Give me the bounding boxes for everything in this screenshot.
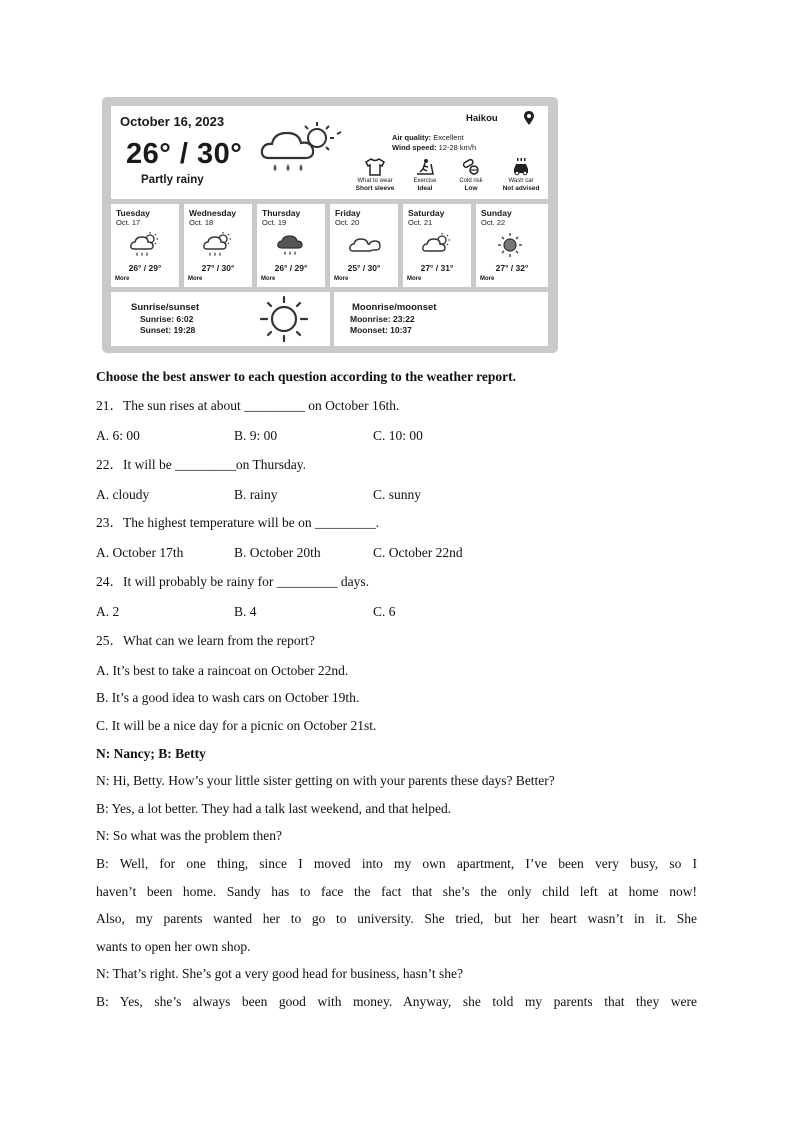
today-temperature: 26° / 30° [126,138,243,170]
question-22: 22．It will be _________on Thursday. [96,457,306,472]
forecast-date: Oct. 19 [262,218,287,227]
dialogue-line: wants to open her own shop. [96,939,251,954]
air-wind-info [392,133,476,153]
option-b[interactable]: B. October 20th [234,545,321,560]
sunset-time: Sunset: 19:28 [140,325,196,335]
forecast-day-name: Friday [335,208,361,218]
air-quality-label: Air quality: [392,133,432,142]
wind-speed-value: 12-28 km/h [438,143,477,152]
forecast-temperature: 27° / 30° [201,263,235,273]
dialogue-line: B: Well, for one thing, since I moved into my own apartment, I’ve been very busy, so I [96,856,697,871]
option-b[interactable]: B. It’s a good idea to wash cars on October 19th. [96,690,360,705]
forecast-date: Oct. 20 [335,218,360,227]
index-value: Low [464,185,478,192]
forecast-date: Oct. 18 [189,218,214,227]
dialogue-line: Also, my parents wanted her to go to university. She tried, but her heart wasn’t in it. She [96,911,697,926]
forecast-day [403,204,471,287]
forecast-day [257,204,325,287]
option-b[interactable]: B. 9: 00 [234,428,278,443]
option-c[interactable]: C. 10: 00 [373,428,423,443]
today-condition: Partly rainy [141,174,204,186]
option-a[interactable]: A. October 17th [96,545,184,560]
forecast-temperature: 27° / 31° [420,263,454,273]
air-quality-value: Excellent [433,133,464,142]
index-label: Wash car [508,178,534,184]
forecast-day [111,204,179,287]
dialogue-line: haven’t been home. Sandy has to face the fact that she’s the only child left at home now! [96,884,697,899]
sunny-icon [494,231,526,259]
dialogue-header: N: Nancy; B: Betty [96,746,206,761]
today-date: October 16, 2023 [120,114,225,129]
index-label: Cold risk [459,178,483,184]
option-b[interactable]: B. 4 [234,604,257,619]
more-link[interactable]: More [188,276,203,282]
index-value: Not advised [502,185,540,192]
dialogue-line: N: Hi, Betty. How’s your little sister getting on with your parents these days? Better? [96,773,555,788]
option-c[interactable]: C. October 22nd [373,545,463,560]
forecast-day [330,204,398,287]
forecast-day-name: Wednesday [189,208,237,218]
forecast-day [184,204,252,287]
index-label: What to wear [357,178,393,184]
more-link[interactable]: More [480,276,495,282]
dialogue-line: B: Yes, she’s always been good with money. Anyway, she told my parents that they were [96,994,697,1009]
index-label: Exercise [413,178,437,184]
forecast-day-name: Thursday [262,208,301,218]
question-21: 21．The sun rises at about _________ on October 16th. [96,398,400,413]
option-a[interactable]: A. It’s best to take a raincoat on October 22nd. [96,663,349,678]
forecast-date: Oct. 22 [481,218,506,227]
more-link[interactable]: More [115,276,130,282]
dialogue-line: N: So what was the problem then? [96,828,282,843]
sun-icon [256,294,312,344]
partly-rainy-icon [202,231,234,259]
rain-icon [275,231,307,259]
sunrise-sunset-panel [111,292,330,346]
index-cold-risk [445,158,497,193]
question-23: 23．The highest temperature will be on _________. [96,515,380,530]
question-24: 24．It will probably be rainy for _________ days. [96,574,369,589]
option-c[interactable]: C. sunny [373,487,422,502]
index-exercise [399,158,451,193]
forecast-day-name: Tuesday [116,208,150,218]
forecast-day-name: Saturday [408,208,445,218]
forecast-day-name: Sunday [481,208,512,218]
sunrise-time: Sunrise: 6:02 [140,314,194,324]
option-a[interactable]: A. cloudy [96,487,150,502]
sunrise-sunset-title: Sunrise/sunset [131,302,200,313]
treadmill-icon [415,158,435,176]
moonrise-moonset-panel [334,292,548,346]
wind-speed-label: Wind speed: [392,143,437,152]
forecast-date: Oct. 21 [408,218,433,227]
moonset-time: Moonset: 10:37 [350,325,412,335]
dialogue-line: B: Yes, a lot better. They had a talk last weekend, and that helped. [96,801,452,816]
option-a[interactable]: A. 2 [96,604,120,619]
forecast-date: Oct. 17 [116,218,141,227]
location-pin-icon [524,111,534,125]
moonrise-moonset-title: Moonrise/moonset [352,302,437,313]
cloudy-icon [348,231,382,259]
instructions: Choose the best answer to each question according to the weather report. [96,369,516,384]
index-wash-car [495,158,547,193]
weather-report-card [102,97,558,353]
forecast-day [476,204,548,287]
today-panel [111,106,548,199]
pills-icon [461,158,481,176]
partly-rainy-icon [259,118,351,180]
partly-rainy-icon [129,231,161,259]
city-name: Haikou [466,113,498,124]
index-value: Short sleeve [355,185,395,192]
option-c[interactable]: C. 6 [373,604,396,619]
partly-cloudy-icon [421,231,453,259]
tshirt-icon [365,158,385,176]
forecast-temperature: 26° / 29° [128,263,162,273]
moonrise-time: Moonrise: 23:22 [350,314,415,324]
more-link[interactable]: More [407,276,422,282]
forecast-temperature: 27° / 32° [495,263,529,273]
index-value: Ideal [417,185,433,192]
option-b[interactable]: B. rainy [234,487,278,502]
index-what-to-wear [349,158,401,193]
option-c[interactable]: C. It will be a nice day for a picnic on October 21st. [96,718,377,733]
forecast-temperature: 25° / 30° [347,263,381,273]
car-wash-icon [511,158,531,176]
forecast-temperature: 26° / 29° [274,263,308,273]
more-link[interactable]: More [334,276,349,282]
option-a[interactable]: A. 6: 00 [96,428,140,443]
dialogue-line: N: That’s right. She’s got a very good head for business, hasn’t she? [96,966,463,981]
more-link[interactable]: More [261,276,276,282]
question-25: 25．What can we learn from the report? [96,633,315,648]
